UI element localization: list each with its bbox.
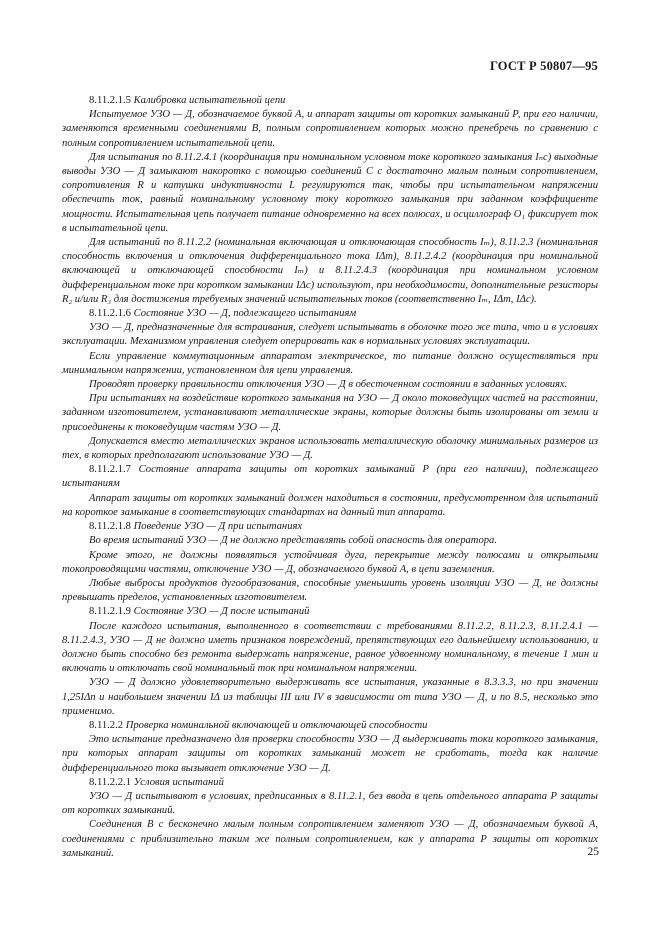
- paragraph: Испытуемое УЗО — Д, обозначаемое буквой А, и аппарат защиты от коротких замыканий Р, при его наличии, заменяются временными соединениями В, полным сопротивлением которых можно пренебречь по сравнению с полным сопротивлением испытательной цепи.: [62, 109, 598, 149]
- section-title: Состояние УЗО — Д после испытаний: [133, 606, 310, 618]
- paragraph: Кроме этого, не должны появляться устойчивая дуга, перекрытие между полюсами и открытыми токопроводящими частями, отключение УЗО — Д, обозначаемого буквой А, в цепи заземления.: [62, 549, 598, 575]
- section-title: Поведение УЗО — Д при испытаниях: [133, 521, 303, 533]
- paragraph: Во время испытаний УЗО — Д не должно представлять собой опасность для оператора.: [89, 535, 497, 547]
- paragraph: Допускается вместо металлических экранов использовать металлическую оболочку минимальных размеров из тех, в которых предполагают использование УЗО — Д.: [62, 435, 598, 462]
- section-title: Условия испытаний: [133, 776, 224, 788]
- paragraph: УЗО — Д, предназначенные для встраивания, следует испытывать в оболочке того же типа, что и в условиях эксплуатации. Механизмом управления следует оперировать как в нормальных условиях эксплуатации.: [62, 322, 598, 348]
- section-heading: [62, 307, 598, 321]
- paragraph: УЗО — Д испытывают в условиях, предписанных в 8.11.2.1, без ввода в цепь отдельного аппарата Р защиты от коротких замыканий.: [62, 790, 598, 817]
- section-number: 8.11.2.1.9: [89, 606, 131, 618]
- paragraph: Соединения В с бесконечно малым полным сопротивлением заменяют УЗО — Д, обозначаемым буквой А, соединениями с приблизительно таким же полным сопротивлением, как у аппарата Р защиты от коротких замыканий.: [62, 819, 598, 859]
- section-number: 8.11.2.2.1: [89, 776, 131, 788]
- paragraph: Любые выбросы продуктов дугообразования, способные уменьшить уровень изоляции УЗО — Д, не должны превышать пределов, установленных изготовителем.: [62, 577, 598, 604]
- section-title: Калибровка испытательной цепи: [133, 95, 286, 106]
- section-heading: [62, 463, 598, 491]
- paragraph: Если управление коммутационным аппаратом электрическое, то питание должно осуществляться при минимальном напряжении, установленном для цепи управления.: [62, 350, 598, 376]
- paragraph: При испытаниях на воздействие короткого замыкания на УЗО — Д около токоведущих частей на расстоянии, заданном изготовителем, устанавливают металлические экраны, которые должны быть изолированы от земли и присоединены к токоведущим частям УЗО — Д.: [62, 393, 598, 433]
- section-heading: [62, 605, 598, 619]
- document-body: [62, 94, 598, 861]
- section-heading: [62, 520, 598, 534]
- section-title: Состояние УЗО — Д, подлежащего испытаниям: [133, 308, 357, 320]
- section-number: 8.11.2.1.5: [89, 95, 131, 106]
- section-number: 8.11.2.1.6: [89, 308, 131, 320]
- paragraph: Для испытания по 8.11.2.4.1 (координация при номинальном условном токе короткого замыкания Iₙc) выходные выводы УЗО — Д замыкают накоротко с помощью соединений С с достаточно малым полным сопротивлением, сопротивления R и катушки индуктивности L регулируются так, чтобы при испытательном напряжении обеспечить ток, равный номинальному условному току короткого замыкания при заданном коэффициенте мощности. Испытательная цепь получает питание одновременно на всех полюсах, и осциллограф O₁ фиксирует ток в испытательной цепи.: [62, 151, 598, 234]
- document-header: ГОСТ Р 50807—95: [489, 59, 598, 73]
- paragraph: УЗО — Д должно удовлетворительно выдерживать все испытания, указанные в 8.3.3.3, но при значении 1,25IΔn и наибольшем значении IΔ из таблицы III или IV в зависимости от типа УЗО — Д, и по 8.5, несколько это применимо.: [62, 677, 598, 717]
- paragraph: Это испытание предназначено для проверки способности УЗО — Д выдерживать токи короткого замыкания, при которых аппарат защиты от коротких замыканий может не сработать, тогда как наличие дифференциального тока вызывает отключение УЗО — Д.: [62, 734, 598, 774]
- paragraph: Аппарат защиты от коротких замыканий должен находиться в состоянии, предусмотренном для испытаний на короткое замыкание в соответствующих стандартах на данный тип аппарата.: [62, 492, 598, 518]
- paragraph: Проводят проверку правильности отключения УЗО — Д в обесточенном состоянии в заданных условиях.: [89, 379, 568, 391]
- section-heading: [62, 94, 598, 108]
- page-number: 25: [587, 846, 599, 858]
- section-number: 8.11.2.1.7: [89, 464, 131, 476]
- paragraph: После каждого испытания, выполненного в соответствии с требованиями 8.11.2.2, 8.11.2.3, 8.11.2.4.1 — 8.11.2.4.3, УЗО — Д не должно иметь признаков повреждений, препятствующих его дальнейшему использованию, и должно быть способно без ремонта выдержать напряжение, равное удвоенному номинальному, в течение 1 мин и включать и отключать свой номинальный ток при номинальном напряжении.: [62, 620, 598, 675]
- section-title: Проверка номинальной включающей и отключающей способности: [125, 719, 428, 731]
- section-number: 8.11.2.1.8: [89, 521, 131, 533]
- section-heading: [62, 776, 598, 790]
- section-heading: [62, 719, 598, 733]
- section-number: 8.11.2.2: [89, 719, 124, 731]
- section-title: Состояние аппарата защиты от коротких замыканий Р (при его наличии), подлежащего испытаниям: [62, 464, 598, 490]
- paragraph: Для испытаний по 8.11.2.2 (номинальная включающая и отключающая способность Iₘ), 8.11.2.3 (номинальная способность включения и отключения дифференциального тока IΔm), 8.11.2.4.2 (координация при номинальной включающей и отключающей способности Iₘ) и 8.11.2.4.3 (координация при номинальном условном дифференциальном токе при коротком замыкании IΔc) используют, при необходимости, дополнительные резисторы R₂ и/или R₃ для достижения требуемых значений испытательных токов (соответственно Iₘ, IΔm, IΔc).: [62, 237, 598, 305]
